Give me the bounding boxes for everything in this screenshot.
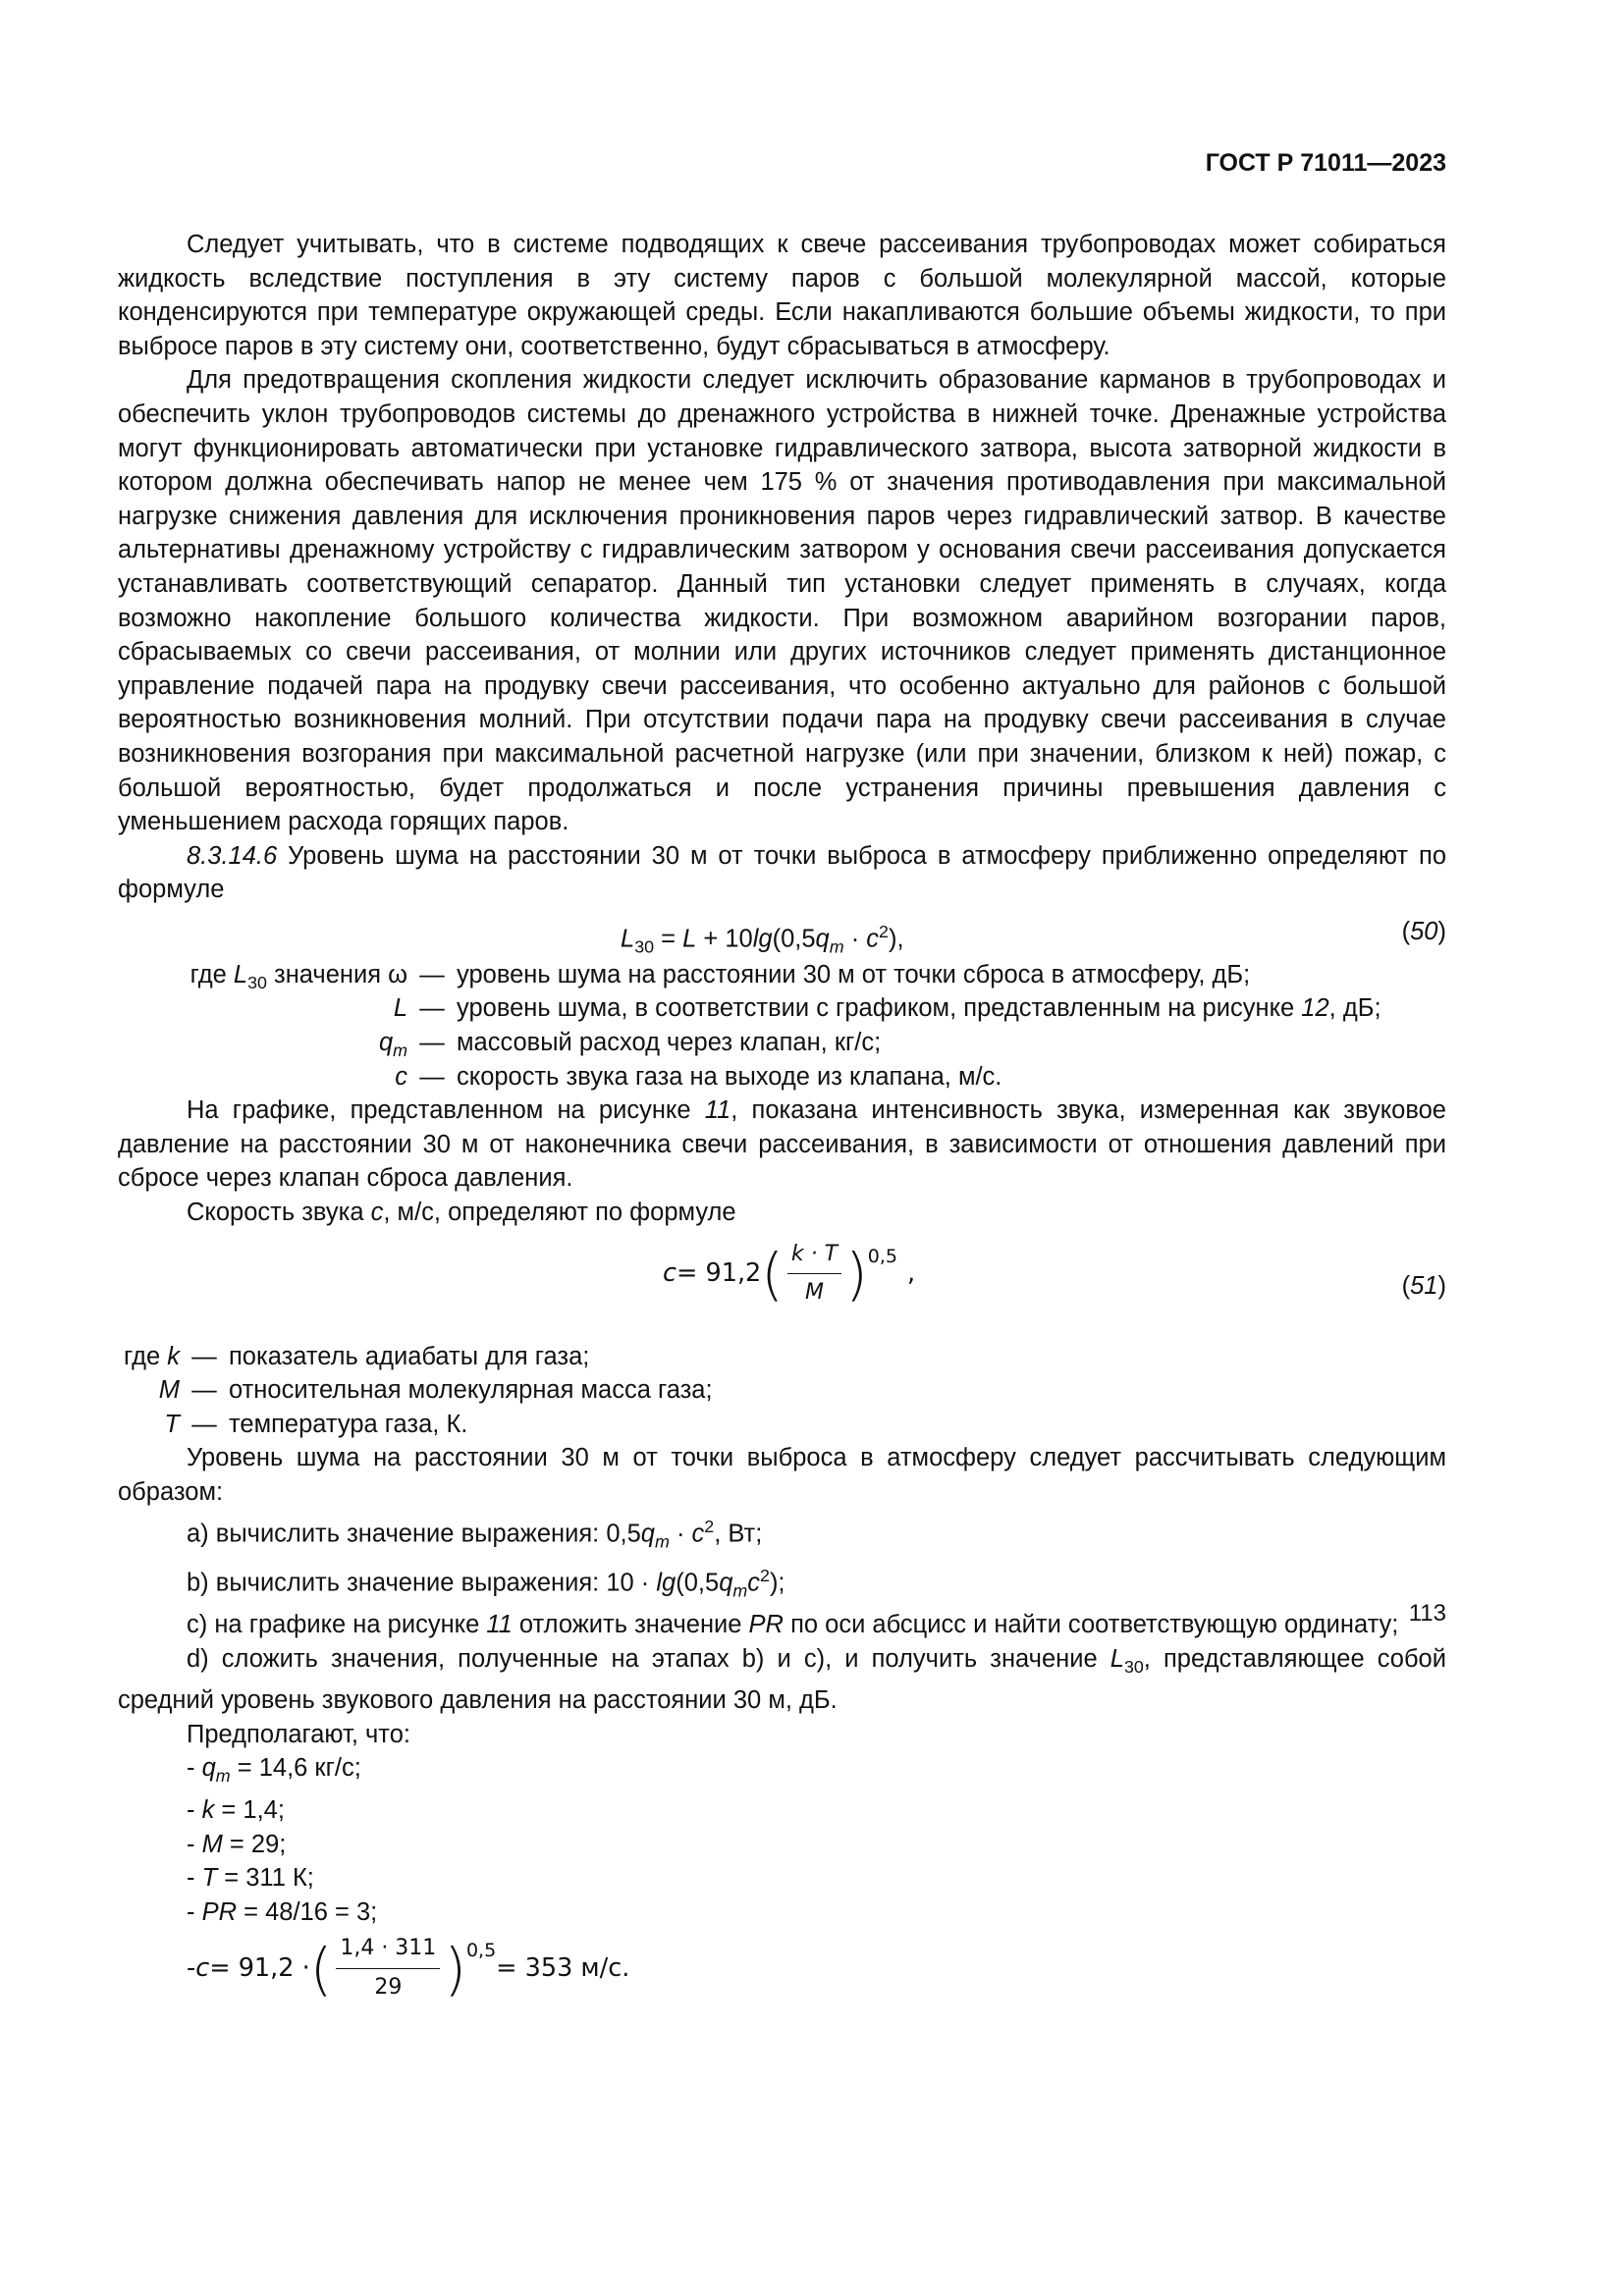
- document-code-header: ГОСТ Р 71011—2023: [1205, 149, 1446, 177]
- formula-50-number: (50): [1401, 917, 1446, 945]
- formula-51: [118, 1230, 1446, 1340]
- paragraph-liquid-accumulation: Следует учитывать, что в системе подводящих к свече рассеивания трубопроводах может собираться жидкость вследствие поступления в эту систему паров с большой молекулярной массой, которые конденсируются при температуре окружающей среды. Если накапливаются большие объемы жидкости, то при выбросе паров в эту систему они, соответственно, будут сбрасываться в атмосферу.: [118, 231, 1446, 360]
- assumption-item: - T = 311 К;: [187, 1864, 314, 1893]
- paragraph-graph-description: На графике, представленном на рисунке 11, показана интенсивность звука, измеренная как звуковое давление на расстоянии 30 м от наконечника свечи рассеивания, в зависимости от отношения давлений при сбросе через клапан сброса давления.: [118, 1096, 1446, 1193]
- paragraph-sound-speed: Скорость звука c, м/с, определяют по формуле: [187, 1199, 736, 1227]
- formula-50-expression: $L_{30} = L + 10\lg(0,5q_m \cdot c^2)$,: [621, 921, 904, 957]
- assumption-item: - k = 1,4;: [187, 1796, 285, 1825]
- legend-row: где $L_{30}$ значения ω — уровень шума на расстоянии 30 м от точки сброса в атмосферу, дБ;: [189, 960, 1251, 992]
- assumption-item: - $q_m = 14,6$ кг/с;: [187, 1754, 361, 1787]
- legend-row: T — температура газа, К.: [164, 1410, 468, 1438]
- legend-row: M — относительная молекулярная масса газа;: [158, 1376, 713, 1405]
- page-number: 113: [1408, 1600, 1446, 1627]
- formula-50-legend: [118, 958, 1446, 1094]
- document-body: [118, 228, 1446, 2008]
- formula-51-expression: c = 91,2 ( $\frac{k \cdot T}{M}$ ) 0,5 ,: [663, 1238, 915, 1310]
- legend-row: где k — показатель адиабаты для газа;: [123, 1342, 590, 1370]
- step-b: b) вычислить значение выражения: $10 \cdot \lg(0,5q_mc^2)$;: [187, 1565, 785, 1601]
- legend-row: $q_m$ — массовый расход через клапан, кг/с;: [378, 1029, 882, 1061]
- clause-number: 8.3.14.6: [187, 841, 278, 870]
- paragraph-calculation-intro: Уровень шума на расстоянии 30 м от точки выброса в атмосферу следует рассчитывать следующим образом:: [118, 1444, 1446, 1506]
- legend-row: c — скорость звука газа на выходе из клапана, м/с.: [395, 1062, 1002, 1091]
- legend-row: L — уровень шума, в соответствии с графиком, представленным на рисунке 12, дБ;: [393, 994, 1381, 1023]
- paragraph-drainage: Для предотвращения скопления жидкости следует исключить образование карманов в трубопроводах и обеспечить уклон трубопроводов системы до дренажного устройства в нижней точке. Дренажные устройства могут функционировать автоматически при установке гидравлического затвора, высота затворной жидкости в котором должна обеспечивать напор не менее чем 175 % от значения противодавления при максимальной нагрузке снижения давления для исключения проникновения паров через гидравлический затвор. В качестве альтернативы дренажному устройству с гидравлическим затвором у основания свечи рассеивания допускается устанавливать соответствующий сепаратор. Данный тип установки следует применять в случаях, когда возможно накопление большого количества жидкости. При возможном аварийном возгорании паров, сбрасываемых со свечи рассеивания, от молнии или других источников следует применять дистанционное управление подачей пара на продувку свечи рассеивания, что особенно актуально для районов с большой вероятностью возникновения молний. При отсутствии подачи пара на продувку свечи рассеивания в случае возникновения возгорания при максимальной расчетной нагрузке (или при значении, близком к ней) пожар, с большой вероятностью, будет продолжаться и после устранения причины превышения давления с уменьшением расхода горящих паров.: [118, 366, 1446, 836]
- paragraph-noise-level: 8.3.14.6 Уровень шума на расстоянии 30 м от точки выброса в атмосферу приближенно определяют по формуле: [118, 841, 1446, 904]
- step-a: a) вычислить значение выражения: $0,5q_m \cdot c^2$, Вт;: [187, 1516, 763, 1552]
- paragraph-assumptions: Предполагают, что:: [187, 1720, 410, 1748]
- assumption-item: - M = 29;: [187, 1830, 287, 1858]
- formula-51-number: (51): [1401, 1271, 1446, 1300]
- formula-50: [118, 907, 1446, 958]
- step-c: c) на графике на рисунке 11 отложить значение PR по оси абсцисс и найти соответствующую ординату;: [187, 1610, 1399, 1638]
- step-d: d) сложить значения, полученные на этапах b) и c), и получить значение $L_{30}$, представляющее собой средний уровень звукового давления на расстоянии 30 м, дБ.: [118, 1644, 1446, 1715]
- assumption-item: - PR = 48/16 = 3;: [187, 1897, 378, 1926]
- sound-speed-calculation: - c = 91,2 · ( $\frac{1,4 \cdot 311}{29}$ ) 0,5 = 353 м/с.: [118, 1930, 1446, 2008]
- formula-51-legend: [118, 1340, 1446, 1442]
